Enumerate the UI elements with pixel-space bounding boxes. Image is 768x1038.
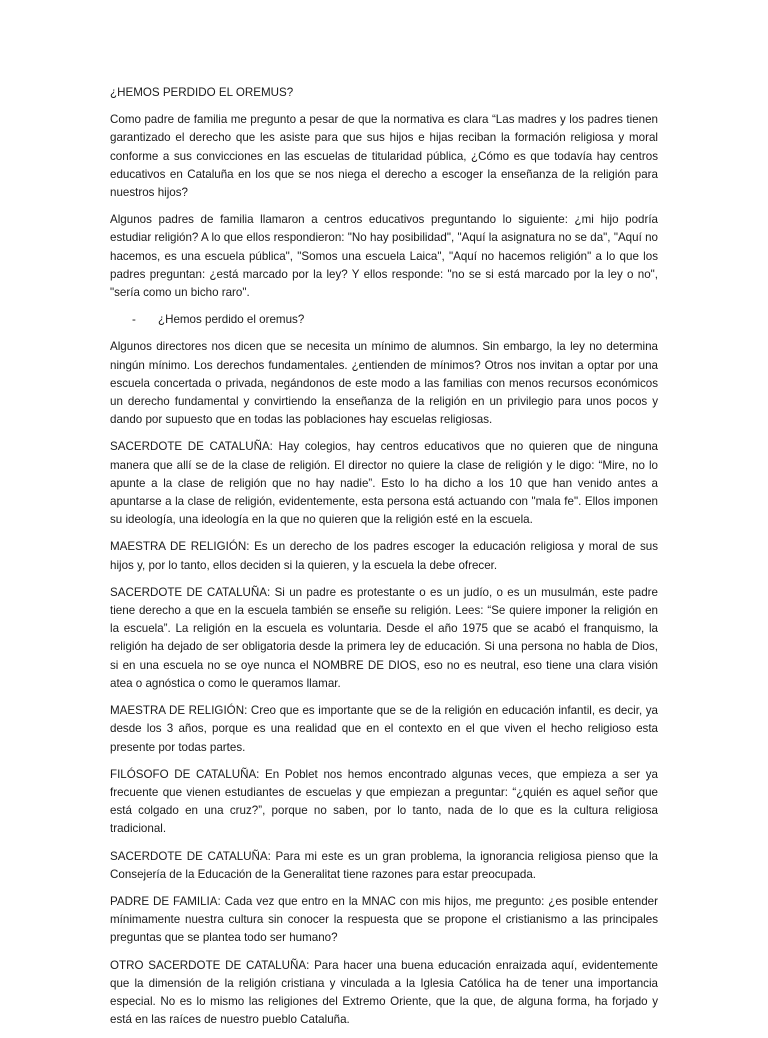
paragraph-8: FILÓSOFO DE CATALUÑA: En Poblet nos hemos encontrado algunas veces, que empieza a ser ya frecuente que vienen estudiantes de escuelas y que empiezan a preguntar: “¿quién es aquel señor que está colgado en una cruz?”, porque no saben, por lo tanto, nada de lo que es la cultura religiosa tradicional.: [110, 767, 658, 836]
bullet-text: ¿Hemos perdido el oremus?: [158, 313, 305, 327]
bullet-item: [110, 311, 658, 329]
paragraph-11: OTRO SACERDOTE DE CATALUÑA: Para hacer una buena educación enraizada aquí, evidentemente que la dimensión de la religión cristiana y vinculada a la Iglesia Católica ha de tener una importancia especial. No es lo mismo las religiones del Extremo Oriente, que la que, de alguna forma, ha forjado y está en las raíces de nuestro pueblo Cataluña.: [110, 958, 658, 1027]
paragraph-10: PADRE DE FAMILIA: Cada vez que entro en la MNAC con mis hijos, me pregunto: ¿es posible entender mínimamente nuestra cultura sin conocer la respuesta que se propone el cristianismo a las principales preguntas que se plantea todo ser humano?: [110, 894, 658, 945]
paragraph-9: SACERDOTE DE CATALUÑA: Para mi este es un gran problema, la ignorancia religiosa pienso que la Consejería de la Educación de la Generalitat tiene razones para estar preocupada.: [110, 849, 658, 881]
paragraph-2: Algunos padres de familia llamaron a centros educativos preguntando lo siguiente: ¿mi hijo podría estudiar religión? A lo que ellos respondieron: "No hay posibilidad", "Aquí la asignatura no se da", "Aquí no hacemos, es una escuela pública", "Somos una escuela Laica", "Aquí no hacemos religión" a lo que los padres preguntan: ¿está marcado por la ley? Y ellos responde: "no se si está marcado por la ley o no", "sería como un bicho raro".: [110, 213, 658, 300]
document-page: [110, 84, 658, 1038]
paragraph-3: Algunos directores nos dicen que se necesita un mínimo de alumnos. Sin embargo, la ley no determina ningún mínimo. Los derechos fundamentales. ¿entienden de mínimos? Otros nos invitan a optar por una escuela concertada o privada, negándonos de este modo a las familias con menos recursos económicos un derecho fundamental y convirtiendo la enseñanza de la religión en un privilegio para unos pocos y dando por supuesto que en todas las poblaciones hay escuelas religiosas.: [110, 340, 658, 427]
paragraph-5: MAESTRA DE RELIGIÓN: Es un derecho de los padres escoger la educación religiosa y moral de sus hijos y, por lo tanto, ellos deciden si la quieren, y la escuela la debe ofrecer.: [110, 540, 658, 572]
paragraph-6: SACERDOTE DE CATALUÑA: Si un padre es protestante o es un judío, o es un musulmán, este padre tiene derecho a que en la escuela también se enseñe su religión. Lees: “Se quiere imponer la religión en la escuela”. La religión en la escuela es voluntaria. Desde el año 1975 que se acabó el franquismo, la religión ha dejado de ser obligatoria desde la primera ley de educación. Si una persona no habla de Dios, si en una escuela no se oye nunca el NOMBRE DE DIOS, eso no es neutral, eso tiene una clara visión atea o agnóstica o como le queramos llamar.: [110, 585, 658, 690]
document-title: ¿HEMOS PERDIDO EL OREMUS?: [110, 86, 294, 99]
paragraph-7: MAESTRA DE RELIGIÓN: Creo que es importante que se de la religión en educación infantil, es decir, ya desde los 3 años, porque es una realidad que en el contexto en el que viven el hecho religioso esta presente por todas partes.: [110, 704, 658, 754]
bullet-marker: -: [132, 313, 136, 327]
paragraph-4: SACERDOTE DE CATALUÑA: Hay colegios, hay centros educativos que no quieren que de ninguna manera que allí se de la clase de religión. El director no quiere la clase de religión y le digo: “Mire, no lo apunte a la clase de religión que no hay nadie”. Esto lo ha dicho a los 10 que han venido antes a apuntarse a la clase de religión, evidentemente, esta persona está actuando con "mala fe". Ellos imponen su ideología, una ideología en la que no quieren que la religión esté en la escuela.: [110, 440, 658, 527]
paragraph-1: Como padre de familia me pregunto a pesar de que la normativa es clara “Las madres y los padres tienen garantizado el derecho que les asiste para que sus hijos e hijas reciban la formación religiosa y moral conforme a sus convicciones en las escuelas de titularidad pública, ¿Cómo es que todavía hay centros educativos en Cataluña en los que se nos niega el derecho a escoger la enseñanza de la religión para nuestros hijos?: [110, 113, 658, 200]
